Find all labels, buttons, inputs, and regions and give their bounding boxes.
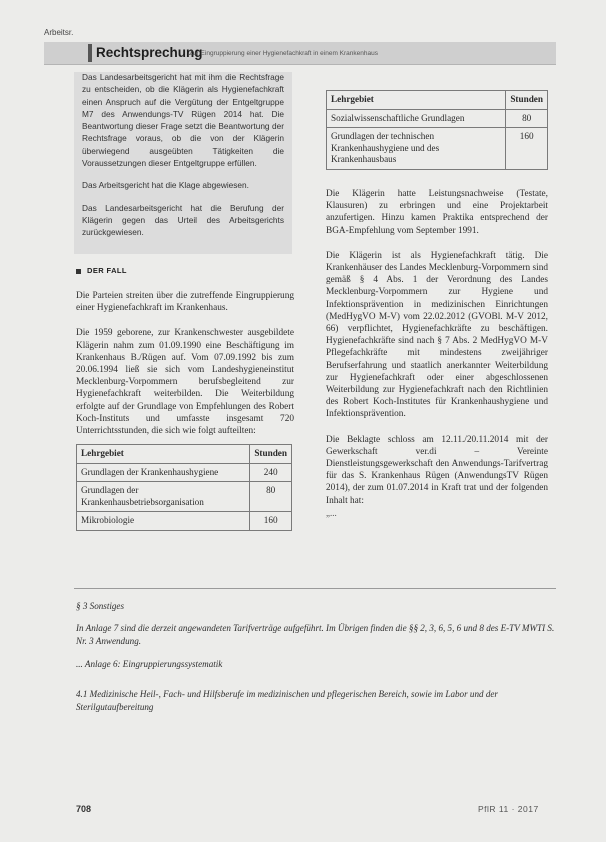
- page-subtitle: Zur Eingruppierung einer Hygienefachkraft in einem Krankenhaus: [189, 50, 378, 57]
- table-row: [77, 512, 292, 531]
- body-paragraph: Die Klägerin hatte Leistungsnachweise (Testate, Klausuren) zu erbringen und eine Projektarbeit anzufertigen. Hinzu kamen Praktika entsprechend der BGA-Empfehlung vom September 1991.: [326, 189, 548, 236]
- divider: [74, 588, 556, 589]
- table-header-row: [327, 91, 548, 110]
- table-cell: Grundlagen der Krankenhaushygiene: [77, 463, 250, 482]
- section-kicker: Arbeitsr.: [44, 28, 74, 37]
- column-header: Lehrgebiet: [77, 445, 250, 464]
- body-paragraph: Die Parteien streiten über die zutreffende Eingruppierung einer Hygienefachkraft im Krankenhaus.: [76, 291, 294, 314]
- table-row: [327, 109, 548, 128]
- quoted-paragraph: In Anlage 7 sind die derzeit angewandeten Tarifverträge aufgeführt. Im Übrigen finden die §§ 2, 3, 6, 5, 6 und 8 des E-TV MWTI S. Nr. 3 Anwendung.: [76, 623, 555, 646]
- table-cell: 80: [250, 482, 292, 512]
- table-row: [77, 463, 292, 482]
- summary-paragraph: Das Arbeitsgericht hat die Klage abgewiesen.: [82, 180, 249, 191]
- summary-box: [74, 72, 292, 254]
- body-paragraph: Die Beklagte schloss am 12.11./20.11.2014 mit der Gewerkschaft ver.di – Vereinte Dienstleistungsgewerkschaft den Anwendungs-Tarifvertrag für das S. Krankenhaus Rügen (AnwendungsTV Rügen 2014), der zum 01.07.2014 in Kraft trat und der folgenden Inhalt hat:: [326, 434, 548, 506]
- quoted-paragraph: 4.1 Medizinische Heil-, Fach- und Hilfsberufe im medizinischen und pflegerischen Bereich, sowie im Labor und der Sterilgutaufbereitung: [76, 689, 498, 712]
- body-paragraph: Die 1959 geborene, zur Krankenschwester ausgebildete Klägerin nahm zum 01.09.1990 eine Beschäftigung im Krankenhaus B./Rügen auf. Vom 07.09.1992 bis zum 20.06.1994 ließ sie sich vom Landeshygieneinstitut Mecklenburg-Vorpommern berufsbegleitend zur Hygienefachkraft weiterbilden. Die Weiterbildung erfolgte auf der Grundlage von Empfehlungen des Robert Koch-Instituts und umfasste insgesamt 720 Unterrichtsstunden, die sich wie folgt aufteilten:: [76, 328, 294, 437]
- quoted-annex-heading: ... Anlage 6: Eingruppierungssystematik: [76, 659, 223, 669]
- column-header: Lehrgebiet: [327, 91, 506, 110]
- table-cell: Sozialwissenschaftliche Grundlagen: [327, 109, 506, 128]
- journal-issue: PflR 11 · 2017: [478, 804, 539, 814]
- summary-paragraph: Das Landesarbeitsgericht hat mit ihm die Rechtsfrage zu entscheiden, ob die Klägerin als Hygienefachkraft einen Anspruch auf die Vergütung der Entgeltgruppe M7 des Anwendungs-TV Rügen 2014 hat. Die Beantwortung dieser Frage setzt die Beantwortung der Rechtsfrage voraus, ob die von der Klägerin überwiegend ausgeübten Tätigkeiten die Voraussetzungen dieser Entgeltgruppe erfüllen.: [82, 72, 284, 169]
- column-header: Stunden: [250, 445, 292, 464]
- table-cell: Grundlagen der technischen Krankenhaushygiene und des Krankenhausbaus: [327, 128, 506, 170]
- square-bullet-icon: [76, 269, 81, 274]
- table-header-row: [77, 445, 292, 464]
- table-cell: 160: [250, 512, 292, 531]
- right-column: [326, 188, 548, 520]
- table-cell: 160: [506, 128, 548, 170]
- section-heading: [76, 266, 127, 275]
- header-band: [44, 42, 556, 65]
- page-number: 708: [76, 804, 92, 814]
- table-cell: Mikrobiologie: [77, 512, 250, 531]
- table-cell: 80: [506, 109, 548, 128]
- section-heading-text: DER FALL: [87, 266, 127, 275]
- left-column: [76, 290, 294, 450]
- page-title: Rechtsprechung: [96, 45, 203, 60]
- header-marker: [88, 44, 92, 62]
- column-header: Stunden: [506, 91, 548, 110]
- body-paragraph: Die Klägerin ist als Hygienefachkraft tätig. Die Krankenhäuser des Landes Mecklenburg-Vorpommern sind gemäß § 4 Abs. 1 der Verordnung des Landes Mecklenburg-Vorpommern zur Hygiene und Infektionsprävention in medizinischen Einrichtungen (MedHygVO M-V) vom 22.02.2012 (GVOBl. M-V 2012, 66) verpflichtet, Hygienefachkräfte zu beschäftigen. Hygienefachkräfte sind nach § 7 Abs. 2 MedHygVO M-V Pflegefachkräfte mit mindestens zweijähriger Berufserfahrung und staatlich anerkannter Weiterbildung zur Hygienefachkraft oder einer abgeschlossenen Weiterbildung zur Hygienefachkraft nach den Richtlinien des Robert Koch-Institutes für Krankenhaushygiene und Infektionsprävention.: [326, 250, 548, 420]
- table-row: [327, 128, 548, 170]
- hours-table-right: [326, 90, 548, 170]
- ellipsis-quote: „...: [326, 508, 337, 518]
- quoted-section-heading: § 3 Sonstiges: [76, 601, 124, 611]
- table-row: [77, 482, 292, 512]
- summary-paragraph: Das Landesarbeitsgericht hat die Berufung der Klägerin gegen das Urteil des Arbeitsgerichts zurückgewiesen.: [82, 202, 284, 238]
- table-cell: 240: [250, 463, 292, 482]
- hours-table-left: [76, 444, 292, 531]
- table-cell: Grundlagen der Krankenhausbetriebsorganisation: [77, 482, 250, 512]
